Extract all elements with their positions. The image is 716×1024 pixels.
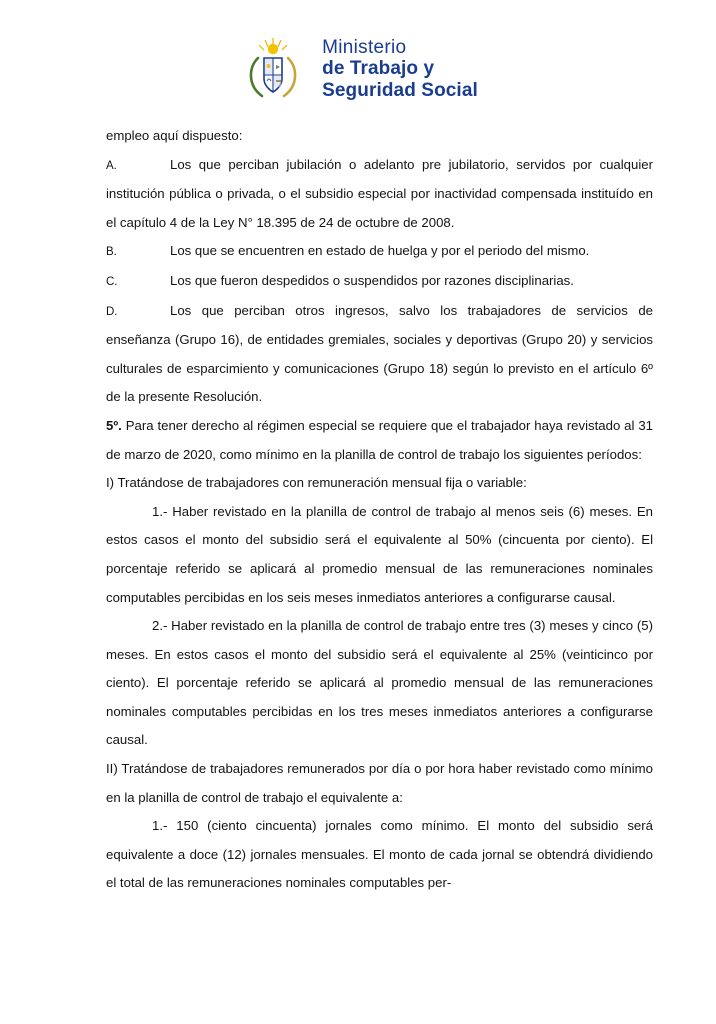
section-ii-item-1: 1.- 150 (ciento cincuenta) jornales como mínimo. El monto del subsidio será equivalente a doce (12) jornales mensuales. El monto de cada jornal se obtendrá dividiendo el total de las remuneraciones nominales computables per- — [106, 818, 653, 891]
ministry-line-2: de Trabajo y — [322, 58, 435, 80]
list-item-b — [106, 237, 653, 267]
article-5-marker: 5º. — [106, 417, 122, 433]
list-item-a — [106, 151, 653, 238]
document-body — [106, 122, 653, 898]
article-5-text: Para tener derecho al régimen especial se requiere que el trabajador haya revistado al 31 de marzo de 2020, como mínimo en la planilla de control de trabajo los siguientes períodos: — [106, 417, 653, 462]
paragraph-intro: empleo aquí dispuesto: — [106, 128, 243, 143]
ministry-line-1: Ministerio — [322, 37, 407, 59]
list-item-b-marker: B. — [106, 246, 117, 259]
list-item-a-marker: A. — [106, 159, 117, 172]
list-item-a-text: Los que perciban jubilación o adelanto pre jubilatorio, servidos por cualquier institución pública o privada, o el subsidio especial por inactividad compensada instituído en el capítulo 4 de la Ley N° 18.395 de 24 de octubre de 2008. — [106, 156, 653, 230]
section-i-heading: I) Tratándose de trabajadores con remuneración mensual fija o variable: — [106, 475, 527, 491]
list-item-c — [106, 267, 653, 297]
list-item-c-text: Los que fueron despedidos o suspendidos por razones disciplinarias. — [170, 272, 574, 288]
ministry-line-3: Seguridad Social — [322, 79, 478, 101]
section-i-item-2: 2.- Haber revistado en la planilla de control de trabajo entre tres (3) meses y cinco (5) meses. En estos casos el monto del subsidio será el equivalente al 25% (veinticinco por ciento). El porcentaje referido se aplicará al promedio mensual de las remuneraciones nominales computables percibidas en los tres meses inmediatos anteriores a configurarse causal. — [106, 618, 653, 748]
section-i-item-1: 1.- Haber revistado en la planilla de control de trabajo al menos seis (6) meses. En estos casos el monto del subsidio será el equivalente al 50% (cincuenta por ciento). El porcentaje referido se aplicará al promedio mensual de las remuneraciones nominales computables percibidas en los seis meses inmediatos anteriores a configurarse causal. — [106, 503, 653, 605]
list-item-b-text: Los que se encuentren en estado de huelga y por el periodo del mismo. — [170, 243, 590, 259]
list-item-d-text: Los que perciban otros ingresos, salvo los trabajadores de servicios de enseñanza (Grupo 16), de entidades gremiales, sociales y deportivas (Grupo 20) y servicios culturales de esparcimiento y comunicaciones (Grupo 18) según lo previsto en el artículo 6º de la presente Resolución. — [106, 302, 653, 405]
list-item-d-marker: D. — [106, 305, 118, 318]
list-item-c-marker: C. — [106, 275, 118, 288]
article-5-paragraph — [106, 412, 653, 469]
section-ii-heading: II) Tratándose de trabajadores remunerados por día o por hora haber revistado como mínimo en la planilla de control de trabajo el equivalente a: — [106, 761, 653, 805]
letterhead — [0, 0, 716, 114]
ministry-wordmark — [322, 37, 478, 101]
uruguay-coat-of-arms-icon — [238, 34, 308, 104]
list-item-d — [106, 297, 653, 412]
